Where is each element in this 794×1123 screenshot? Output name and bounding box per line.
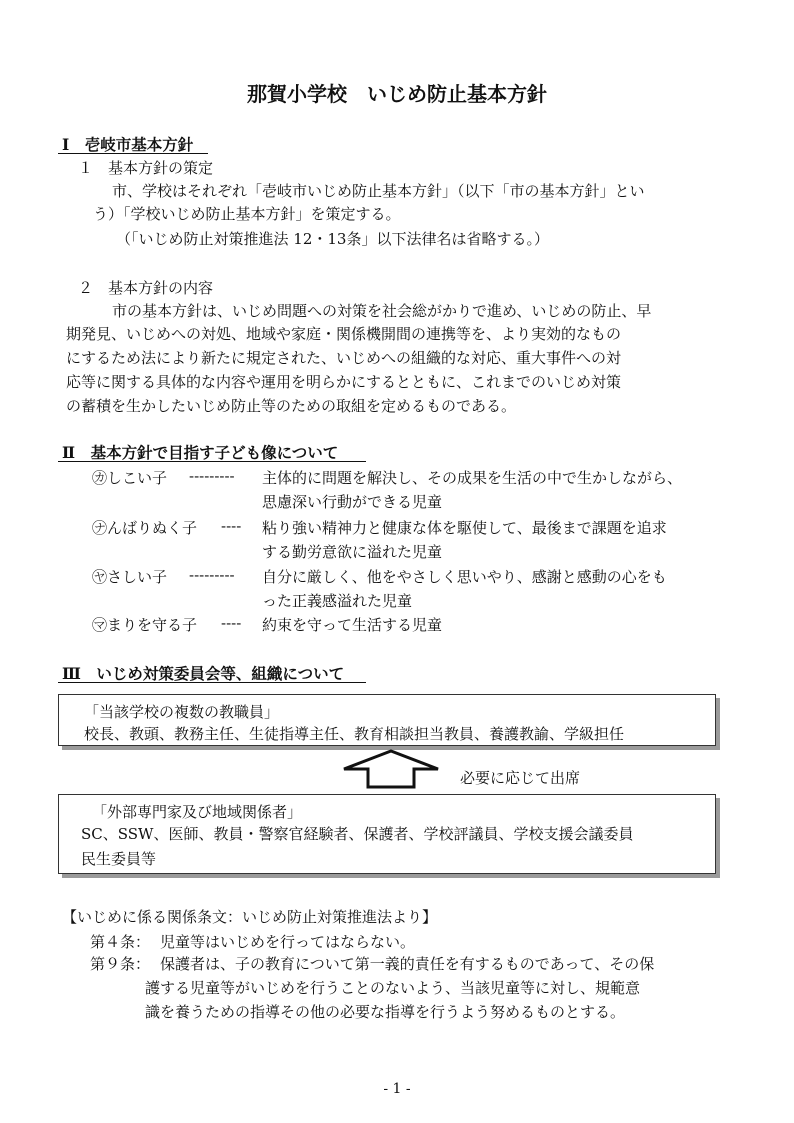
- goal-dash: ---------: [189, 566, 235, 584]
- page-title: 那賀小学校 いじめ防止基本方針: [247, 82, 547, 106]
- article-label: 第９条：: [90, 955, 151, 973]
- page-number: - 1 -: [383, 1081, 411, 1097]
- paragraph-line: 市、学校はそれぞれ「壱岐市いじめ防止基本方針」（以下「市の基本方針」とい: [112, 182, 645, 200]
- staff-box: [58, 694, 716, 746]
- up-arrow-icon: [342, 749, 440, 789]
- paragraph-line: う）「学校いじめ防止基本方針」を策定する。: [93, 205, 401, 223]
- article-text: 識を養うための指導その他の必要な指導を行うよう努めるものとする。: [145, 1003, 626, 1021]
- external-box-members: 民生委員等: [81, 850, 157, 868]
- goal-label: ㋤んばりぬく子: [92, 519, 198, 537]
- section-2-underline: [58, 461, 366, 462]
- article-text: 護する児童等がいじめを行うことのないよう、当該児童等に対し、規範意: [145, 979, 641, 997]
- section-2-heading: Ⅱ 基本方針で目指す子ども像について: [62, 443, 339, 462]
- paragraph-line: （「いじめ防止対策推進法 12・13条」以下法律名は省略する。）: [116, 230, 549, 248]
- paragraph-line: 市の基本方針は、いじめ問題への対策を社会総がかりで進め、いじめの防止、早: [112, 302, 652, 320]
- goal-description: 自分に厳しく、他をやさしく思いやり、感謝と感動の心をも: [262, 568, 667, 586]
- paragraph-line: にするため法により新たに規定された、いじめへの組織的な対応、重大事件への対: [66, 349, 622, 367]
- goal-description: 粘り強い精神力と健康な体を駆使して、最後まで課題を追求: [262, 519, 667, 537]
- staff-box-title: 「当該学校の複数の教職員」: [84, 703, 280, 721]
- goal-label: ㋳さしい子: [92, 568, 168, 586]
- article-label: 第４条：: [90, 933, 151, 951]
- goal-dash: ----: [221, 614, 242, 632]
- section-1-underline: [58, 153, 208, 154]
- section-1-heading: Ⅰ 壱岐市基本方針: [62, 135, 194, 154]
- article-text: 保護者は、子の教育について第一義的責任を有するものであって、その保: [160, 955, 655, 973]
- external-box-members: SC、SSW、医師、教員・警察官経験者、保護者、学校評議員、学校支援会議委員: [81, 825, 634, 843]
- external-box: [58, 794, 716, 874]
- goal-description: った正義感溢れた児童: [262, 592, 413, 610]
- subsection-1-heading: １ 基本方針の策定: [78, 159, 214, 177]
- staff-box-members: 校長、教頭、教務主任、生徒指導主任、教育相談担当教員、養護教諭、学級担任: [84, 725, 625, 743]
- goal-dash: ----: [221, 517, 242, 535]
- goal-description: 思慮深い行動ができる児童: [262, 493, 443, 511]
- arrow-label: 必要に応じて出席: [460, 769, 581, 787]
- goal-label: ㋕しこい子: [92, 469, 168, 487]
- external-box-title: 「外部専門家及び地域関係者」: [92, 803, 303, 821]
- goal-description: 主体的に問題を解決し、その成果を生活の中で生かしながら、: [262, 469, 683, 487]
- goal-dash: ---------: [189, 467, 235, 485]
- section-3-heading: Ⅲ いじめ対策委員会等、組織について: [62, 664, 345, 683]
- paragraph-line: の蓄積を生かしたいじめ防止等のための取組を定めるものである。: [66, 397, 517, 415]
- section-3-underline: [58, 682, 366, 683]
- goal-description: する勤労意欲に溢れた児童: [262, 543, 443, 561]
- subsection-2-heading: ２ 基本方針の内容: [78, 279, 214, 297]
- paragraph-line: 期発見、いじめへの対処、地域や家庭・関係機開間の連携等を、より実効的なもの: [66, 325, 622, 343]
- law-heading: 【いじめに係る関係条文：いじめ防止対策推進法より】: [62, 908, 438, 926]
- goal-label: ㋮まりを守る子: [92, 616, 198, 634]
- paragraph-line: 応等に関する具体的な内容や運用を明らかにするとともに、これまでのいじめ対策: [66, 373, 622, 391]
- article-text: 児童等はいじめを行ってはならない。: [160, 933, 416, 951]
- goal-description: 約束を守って生活する児童: [262, 616, 443, 634]
